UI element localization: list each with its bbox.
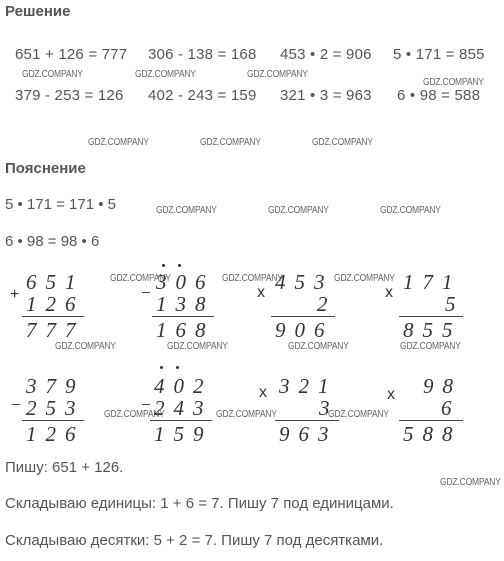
borrow-dot — [162, 264, 165, 267]
column-top-number: 453 — [275, 270, 334, 294]
watermark: GDZ.COMPANY — [216, 409, 277, 420]
equation: 306 - 138 = 168 — [148, 46, 257, 63]
result-line — [150, 420, 212, 421]
column-bottom-number: 138 — [156, 292, 215, 316]
column-result: 777 — [26, 318, 85, 342]
result-line — [152, 316, 214, 317]
column-multiplication — [255, 270, 345, 340]
watermark: GDZ.COMPANY — [423, 77, 484, 88]
multiply-sign: x — [385, 284, 393, 301]
watermark: GDZ.COMPANY — [400, 341, 461, 352]
column-result: 906 — [275, 318, 334, 342]
watermark: GDZ.COMPANY — [156, 205, 217, 216]
column-result: 159 — [154, 422, 213, 446]
column-top-number: 306 — [156, 270, 215, 294]
column-addition — [8, 270, 88, 340]
watermark: GDZ.COMPANY — [328, 409, 389, 420]
explanation-write: Пишу: 651 + 126. — [5, 459, 124, 476]
watermark: GDZ.COMPANY — [440, 477, 501, 488]
equation: 651 + 126 = 777 — [15, 46, 128, 63]
equation: 6 • 98 = 588 — [397, 87, 481, 104]
explanation-heading: Пояснение — [5, 160, 86, 177]
column-top-number: 321 — [279, 374, 338, 398]
result-line — [22, 420, 84, 421]
commutative-line: 5 • 171 = 171 • 5 — [5, 196, 117, 213]
column-top-number: 651 — [26, 270, 85, 294]
equation: 379 - 253 = 126 — [15, 87, 124, 104]
equation: 453 • 2 = 906 — [280, 46, 372, 63]
watermark: GDZ.COMPANY — [135, 69, 196, 80]
result-line — [22, 316, 84, 317]
minus-sign — [142, 404, 150, 405]
equation: 5 • 171 = 855 — [393, 46, 485, 63]
result-line — [399, 316, 463, 317]
column-subtraction — [140, 364, 220, 444]
column-top-number: 379 — [26, 374, 85, 398]
column-result: 168 — [156, 318, 215, 342]
column-top-number: 171 — [403, 270, 462, 294]
watermark: GDZ.COMPANY — [55, 341, 116, 352]
column-result: 588 — [403, 422, 462, 446]
column-bottom-number: 243 — [154, 396, 213, 420]
watermark: GDZ.COMPANY — [200, 137, 261, 148]
commutative-line: 6 • 98 = 98 • 6 — [5, 233, 100, 250]
multiply-sign: x — [387, 386, 395, 403]
watermark: GDZ.COMPANY — [104, 409, 165, 420]
minus-sign — [12, 404, 20, 405]
result-line — [271, 316, 335, 317]
column-bottom-number: 126 — [26, 292, 85, 316]
borrow-dot — [178, 264, 181, 267]
watermark: GDZ.COMPANY — [167, 341, 228, 352]
watermark: GDZ.COMPANY — [22, 69, 83, 80]
column-top-number: 402 — [154, 374, 213, 398]
column-multiplication — [255, 372, 345, 444]
column-subtraction — [8, 372, 88, 444]
column-top-number: 98 — [423, 374, 462, 398]
watermark: GDZ.COMPANY — [110, 273, 171, 284]
column-result: 963 — [279, 422, 338, 446]
column-multiplication — [383, 372, 473, 444]
column-bottom-number: 5 — [445, 292, 465, 316]
equation: 402 - 243 = 159 — [148, 87, 257, 104]
watermark: GDZ.COMPANY — [312, 137, 373, 148]
watermark: GDZ.COMPANY — [380, 205, 441, 216]
column-bottom-number: 253 — [26, 396, 85, 420]
minus-sign — [142, 292, 150, 293]
result-line — [399, 420, 463, 421]
column-bottom-number: 2 — [317, 292, 337, 316]
watermark: GDZ.COMPANY — [268, 205, 329, 216]
watermark: GDZ.COMPANY — [222, 273, 283, 284]
column-multiplication — [383, 270, 473, 340]
borrow-dot — [160, 366, 163, 369]
borrow-dot — [176, 366, 179, 369]
column-bottom-number: 6 — [441, 396, 461, 420]
column-subtraction — [140, 262, 220, 340]
equation: 321 • 3 = 963 — [280, 87, 372, 104]
result-line — [275, 420, 339, 421]
multiply-sign: x — [259, 384, 267, 401]
column-bottom-number: 3 — [319, 396, 339, 420]
watermark: GDZ.COMPANY — [288, 341, 349, 352]
watermark: GDZ.COMPANY — [88, 137, 149, 148]
column-result: 126 — [26, 422, 85, 446]
column-result: 855 — [403, 318, 462, 342]
solution-heading: Решение — [5, 3, 71, 20]
watermark: GDZ.COMPANY — [334, 273, 395, 284]
explanation-units: Складываю единицы: 1 + 6 = 7. Пишу 7 под единицами. — [5, 495, 394, 512]
multiply-sign: x — [257, 284, 265, 301]
watermark: GDZ.COMPANY — [247, 69, 308, 80]
explanation-tens: Складываю десятки: 5 + 2 = 7. Пишу 7 под десятками. — [5, 532, 384, 549]
plus-sign: + — [10, 286, 20, 303]
